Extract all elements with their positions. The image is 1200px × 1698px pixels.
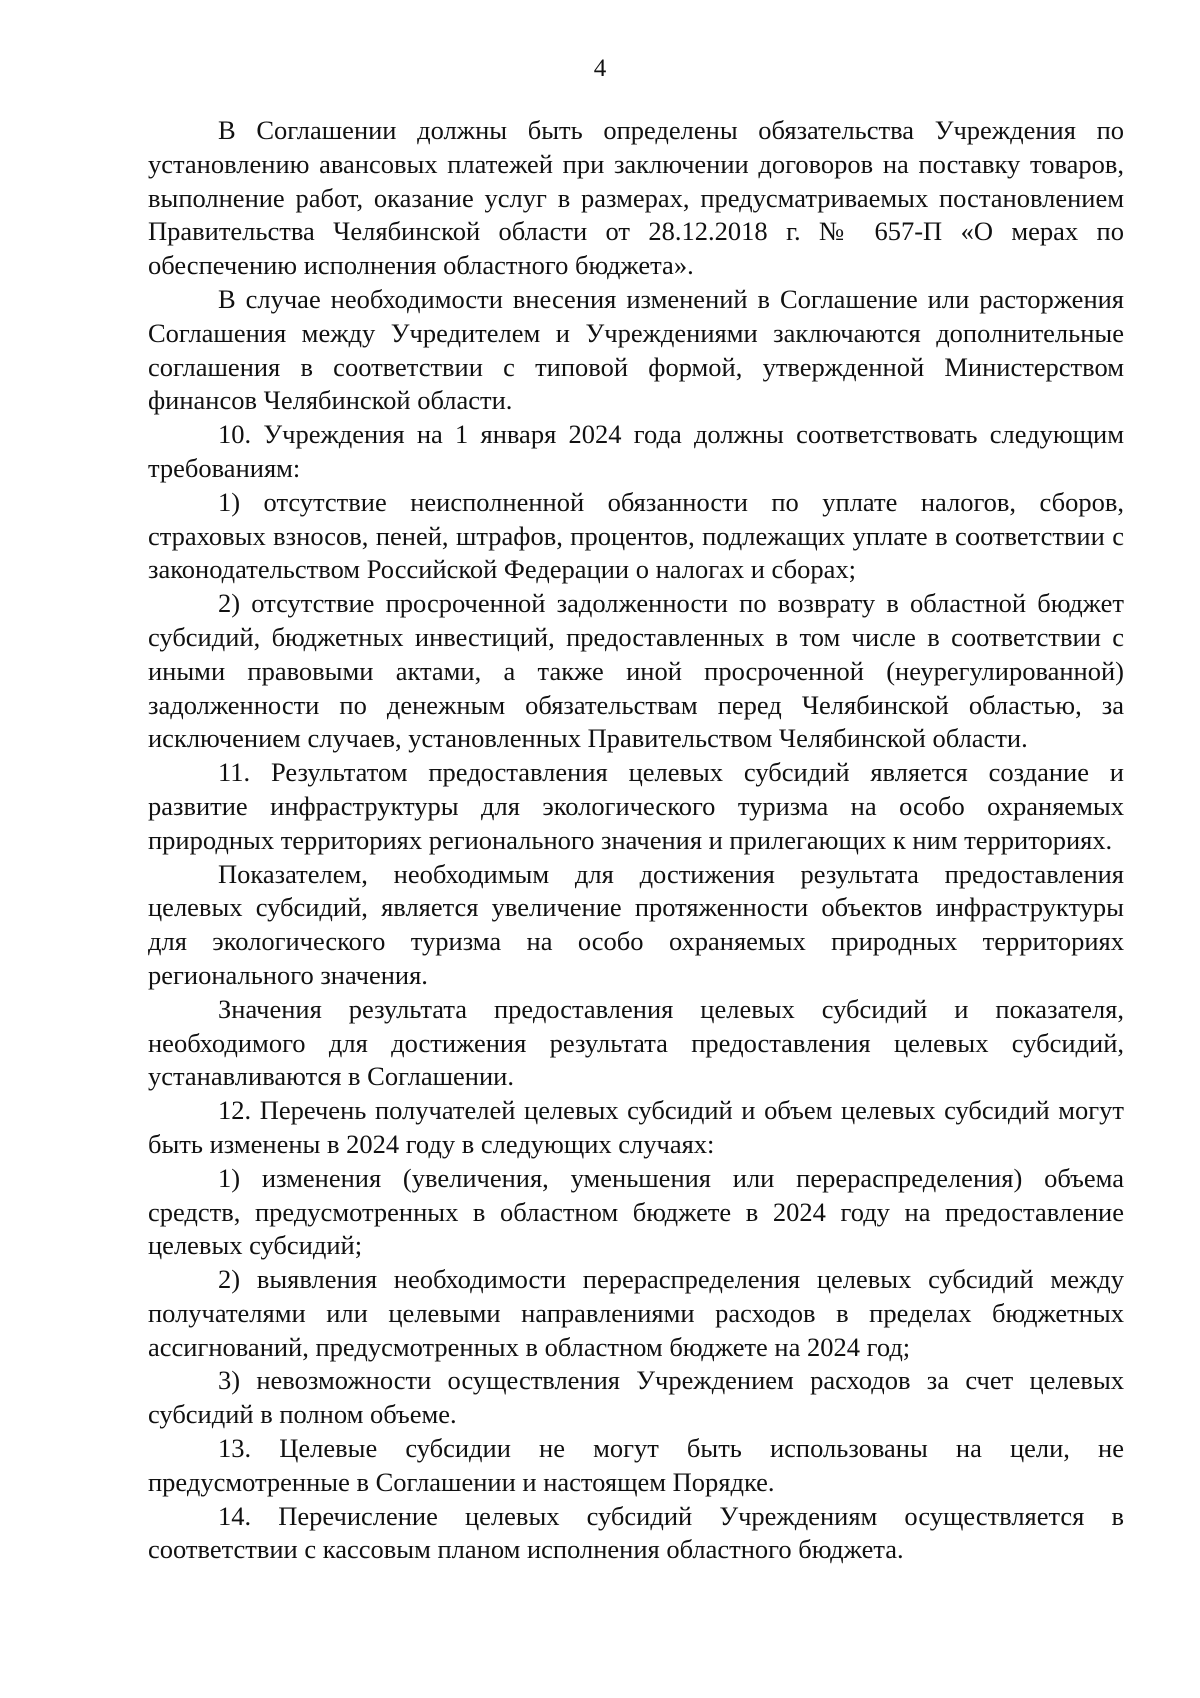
document-body: [148, 114, 1124, 1567]
paragraph-agreement-amendments: В случае необходимости внесения изменений в Соглашение или расторжения Соглашения между Учредителем и Учреждениями заключаются дополнительные соглашения в соответствии с типовой формой, утвержденной Министерством финансов Челябинской области.: [148, 283, 1124, 416]
paragraph-item-10-sub-2: 2) отсутствие просроченной задолженности по возврату в областной бюджет субсидий, бюджетных инвестиций, предоставленных в том числе в соответствии с иными правовыми актами, а также иной просроченной (неурегулированной) задолженности по денежным обязательствам перед Челябинской областью, за исключением случаев, установленных Правительством Челябинской области.: [148, 588, 1124, 754]
paragraph-item-12: 12. Перечень получателей целевых субсидий и объем целевых субсидий могут быть изменены в 2024 году в следующих случаях:: [148, 1095, 1124, 1159]
paragraph-item-10-sub-1: 1) отсутствие неисполненной обязанности по уплате налогов, сборов, страховых взносов, пеней, штрафов, процентов, подлежащих уплате в соответствии с законодательством Российской Федерации о налогах и сборах;: [148, 486, 1124, 585]
paragraph-values: Значения результата предоставления целевых субсидий и показателя, необходимого для достижения результата предоставления целевых субсидий, устанавливаются в Соглашении.: [148, 993, 1124, 1092]
paragraph-agreement-obligations: В Соглашении должны быть определены обязательства Учреждения по установлению авансовых платежей при заключении договоров на поставку товаров, выполнение работ, оказание услуг в размерах, предусматриваемых постановлением Правительства Челябинской области от 28.12.2018 г. № 657-П «О мерах по обеспечению исполнения областного бюджета».: [148, 115, 1124, 281]
page-number: 4: [593, 55, 607, 82]
paragraph-item-12-sub-1: 1) изменения (увеличения, уменьшения или перераспределения) объема средств, предусмотренных в областном бюджете в 2024 году на предоставление целевых субсидий;: [148, 1162, 1124, 1261]
paragraph-item-12-sub-3: 3) невозможности осуществления Учреждением расходов за счет целевых субсидий в полном объеме.: [148, 1365, 1124, 1430]
paragraph-item-10: 10. Учреждения на 1 января 2024 года должны соответствовать следующим требованиям:: [148, 419, 1124, 483]
paragraph-item-12-sub-2: 2) выявления необходимости перераспределения целевых субсидий между получателями или целевыми направлениями расходов в пределах бюджетных ассигнований, предусмотренных в областном бюджете на 2024 год;: [148, 1264, 1124, 1362]
paragraph-item-13: 13. Целевые субсидии не могут быть использованы на цели, не предусмотренные в Соглашении и настоящем Порядке.: [148, 1433, 1124, 1497]
paragraph-item-11: 11. Результатом предоставления целевых субсидий является создание и развитие инфраструктуры для экологического туризма на особо охраняемых природных территориях регионального значения и прилегающих к ним территориях.: [148, 757, 1124, 855]
paragraph-indicator: Показателем, необходимым для достижения результата предоставления целевых субсидий, является увеличение протяженности объектов инфраструктуры для экологического туризма на особо охраняемых природных территориях регионального значения.: [148, 858, 1124, 990]
paragraph-item-14: 14. Перечисление целевых субсидий Учреждениям осуществляется в соответствии с кассовым планом исполнения областного бюджета.: [148, 1500, 1124, 1565]
